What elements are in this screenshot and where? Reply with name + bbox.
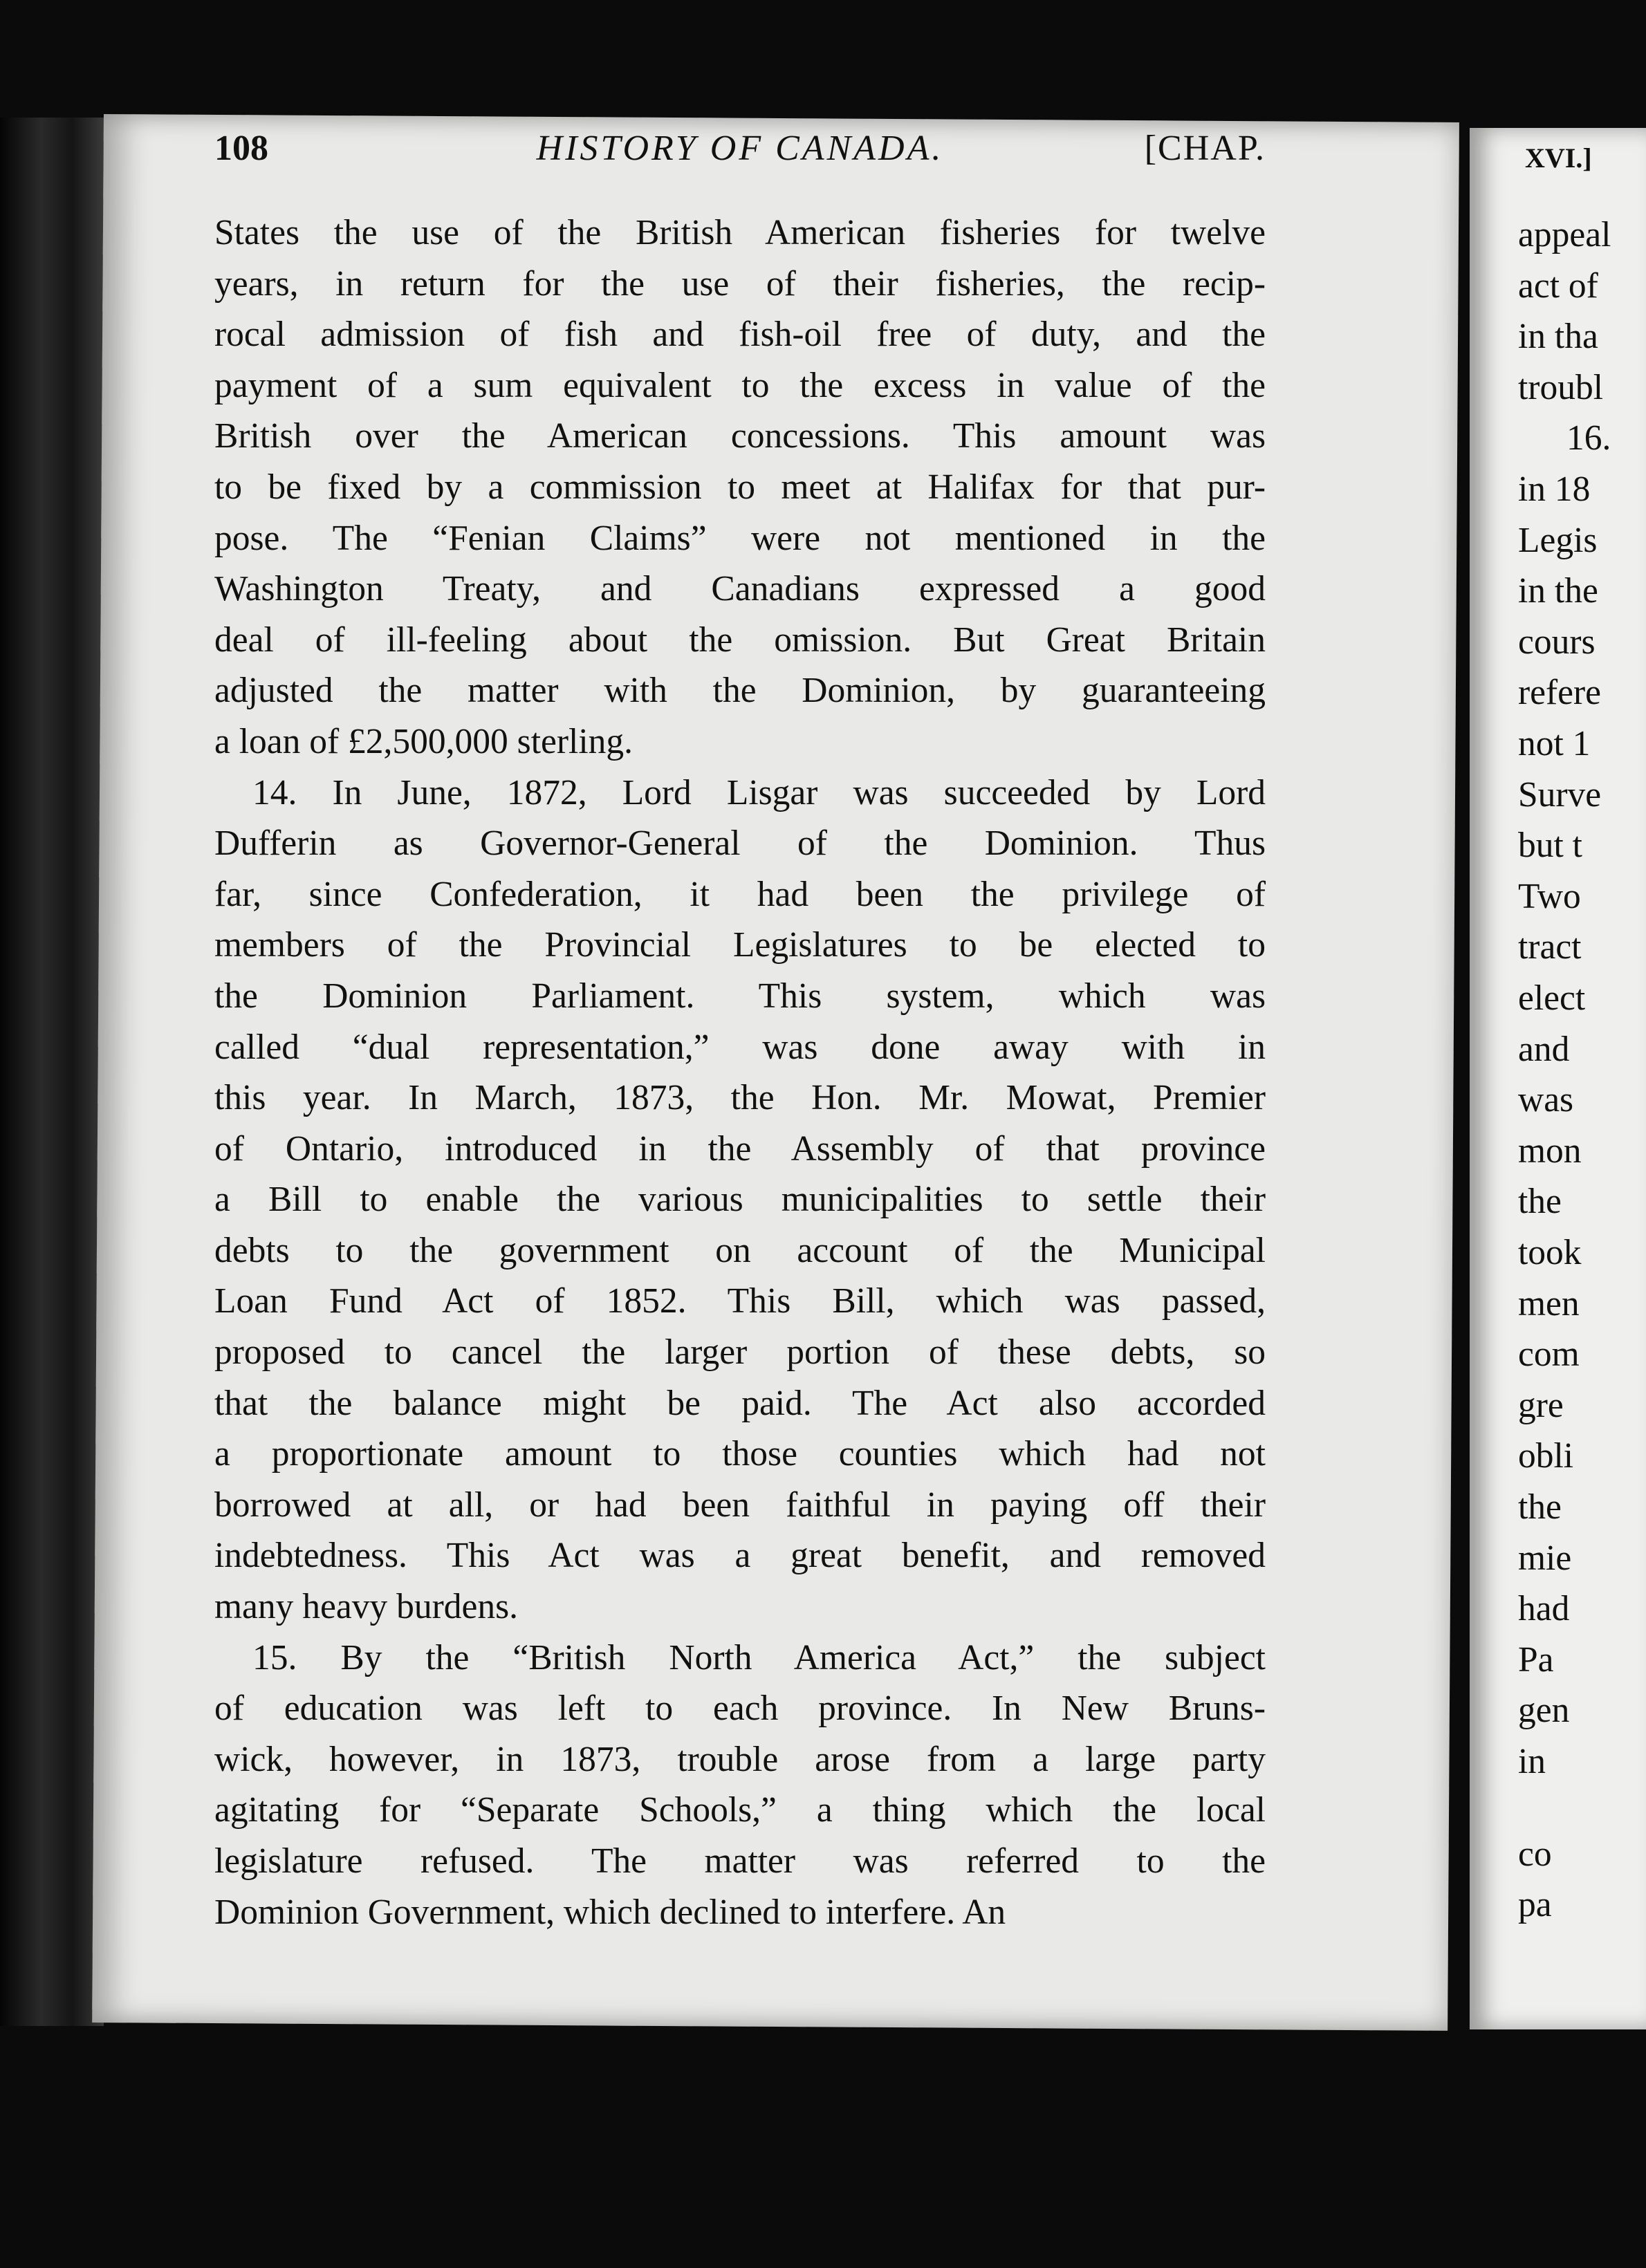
- right-page-fragment: refere: [1518, 673, 1602, 713]
- text-line: far, since Confederation, it had been the privilege of: [214, 874, 1266, 914]
- text-line: proposed to cancel the larger portion of these debts, so: [214, 1332, 1266, 1373]
- text-line: a loan of £2,500,000 sterling.: [214, 721, 634, 761]
- text-line: Dufferin as Governor-General of the Dominion. Thus: [214, 824, 1266, 864]
- right-page-fragment: mie: [1518, 1538, 1572, 1578]
- text-line: to be fixed by a commission to meet at Halifax for that pur-: [214, 467, 1266, 507]
- text-line: pose. The “Fenian Claims” were not mentioned in the: [214, 518, 1266, 558]
- right-page-fragment: took: [1518, 1233, 1582, 1272]
- right-page-fragment: mon: [1518, 1131, 1582, 1171]
- right-page-fragment: cours: [1518, 622, 1596, 662]
- text-line: debts to the government on account of the Municipal: [214, 1230, 1266, 1270]
- text-line: 14. In June, 1872, Lord Lisgar was succeeded by Lord: [252, 772, 1266, 812]
- right-page-fragment: obli: [1518, 1436, 1574, 1476]
- right-page: [1470, 128, 1646, 2029]
- right-page-fragment: com: [1518, 1335, 1580, 1375]
- right-page-fragment: pa: [1518, 1885, 1552, 1925]
- text-line: British over the American concessions. This amount was: [214, 416, 1266, 456]
- right-page-fragment: in tha: [1518, 317, 1598, 357]
- text-line: legislature refused. The matter was referred to the: [214, 1841, 1266, 1881]
- right-page-fragment: appeal: [1518, 215, 1611, 254]
- right-page-fragment: in the: [1518, 571, 1598, 611]
- text-line: a proportionate amount to those counties which had not: [214, 1434, 1266, 1474]
- text-line: a Bill to enable the various municipalities to settle their: [214, 1180, 1266, 1220]
- right-page-fragment: Two: [1518, 876, 1581, 916]
- text-line: deal of ill-feeling about the omission. But Great Britain: [214, 620, 1266, 660]
- right-page-fragment: act of: [1518, 266, 1598, 306]
- right-page-fragment: the: [1518, 1182, 1562, 1222]
- text-line: adjusted the matter with the Dominion, by guaranteeing: [214, 671, 1266, 711]
- text-line: rocal admission of fish and fish-oil free of duty, and the: [214, 315, 1266, 355]
- right-page-fragment: co: [1518, 1834, 1552, 1874]
- page-header: [214, 128, 1266, 190]
- right-page-fragment: Legis: [1518, 520, 1598, 560]
- text-line: borrowed at all, or had been faithful in paying off their: [214, 1485, 1266, 1525]
- text-line: years, in return for the use of their fisheries, the recip-: [214, 263, 1266, 304]
- page-number: 108: [214, 129, 268, 168]
- right-page-fragment: Pa: [1518, 1639, 1554, 1680]
- text-line: wick, however, in 1873, trouble arose from a large party: [214, 1739, 1266, 1779]
- right-page-fragment: troubl: [1518, 367, 1604, 407]
- body-text: [214, 207, 1266, 1937]
- text-line: indebtedness. This Act was a great benefit, and removed: [214, 1536, 1266, 1576]
- book-spine: [0, 118, 104, 2026]
- text-line: members of the Provincial Legislatures to be elected to: [214, 925, 1266, 965]
- text-line: agitating for “Separate Schools,” a thing which the local: [214, 1790, 1266, 1830]
- right-page-fragment: and: [1518, 1029, 1570, 1069]
- running-title: HISTORY OF CANADA.: [536, 129, 944, 168]
- text-line: that the balance might be paid. The Act also accorded: [214, 1383, 1266, 1423]
- text-line: Washington Treaty, and Canadians expressed a good: [214, 569, 1266, 609]
- right-page-fragment: men: [1518, 1283, 1580, 1323]
- right-page-fragment: had: [1518, 1589, 1570, 1629]
- text-line: 15. By the “British North America Act,” the subject: [252, 1637, 1266, 1677]
- right-page-header: XVI.]: [1525, 142, 1592, 174]
- right-page-fragment: 16.: [1566, 418, 1611, 458]
- right-page-fragment: in: [1518, 1742, 1546, 1781]
- text-line: the Dominion Parliament. This system, which was: [214, 976, 1266, 1016]
- text-line: called “dual representation,” was done away with in: [214, 1027, 1266, 1067]
- text-line: this year. In March, 1873, the Hon. Mr. Mowat, Premier: [214, 1078, 1266, 1118]
- right-page-fragment: gre: [1518, 1385, 1564, 1425]
- text-line: Loan Fund Act of 1852. This Bill, which was passed,: [214, 1281, 1266, 1321]
- right-page-fragment: tract: [1518, 927, 1582, 967]
- text-line: payment of a sum equivalent to the excess in value of the: [214, 365, 1266, 405]
- right-page-fragment: elect: [1518, 978, 1586, 1018]
- right-page-fragment: in 18: [1518, 470, 1591, 509]
- right-page-fragment: the: [1518, 1487, 1562, 1527]
- text-line: many heavy burdens.: [214, 1587, 519, 1627]
- right-page-fragment: gen: [1518, 1691, 1570, 1731]
- right-page-fragment: but t: [1518, 826, 1582, 866]
- right-page-fragment: was: [1518, 1080, 1574, 1120]
- text-line: Dominion Government, which declined to interfere. An: [214, 1892, 1006, 1932]
- chapter-marker: [CHAP.: [1144, 129, 1266, 168]
- right-page-fragment: Surve: [1518, 774, 1602, 815]
- text-line: States the use of the British American fisheries for twelve: [214, 213, 1266, 252]
- right-page-fragment: not 1: [1518, 724, 1591, 763]
- text-line: of Ontario, introduced in the Assembly of that province: [214, 1128, 1266, 1169]
- text-line: of education was left to each province. In New Bruns-: [214, 1689, 1266, 1729]
